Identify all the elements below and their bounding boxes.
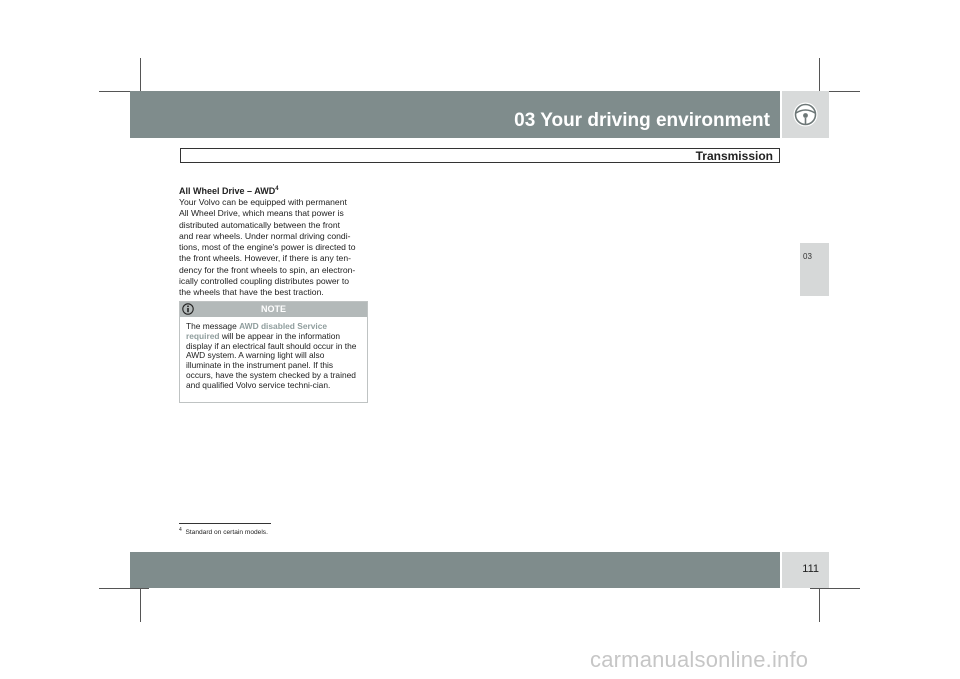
side-tab-label: 03 [803,252,812,261]
page-number-box [782,552,829,588]
display-message: AWD disabled Service required [186,321,328,341]
body-paragraph: Your Volvo can be equipped with permanent All Wheel Drive, which means that power is distributed automatically between the front and rear wheels. Under normal driving condi- tions, most of the engine's power is directed to the front wheels. However, if there is any ten- dency for the front wheels to spin, an electron- ically controlled coupling distributes power to the wheels that have the best traction. [179,197,356,298]
note-label: NOTE [260,304,286,314]
steering-wheel-icon [782,91,829,138]
watermark: carmanualsonline.info [590,647,809,672]
section-bar [180,148,780,163]
section-heading: All Wheel Drive – AWD$^4$ [179,186,279,196]
footnote-rule [179,523,271,524]
section-title: Transmission [695,149,773,163]
note-box [179,301,368,403]
footnote [179,527,268,536]
chapter-icon-box [782,91,829,138]
note-text: The message AWD disabled Service required will be appear in the information display if an electrical fault should occur in the AWD system. A warning light will also illuminate in the instrument panel. If this occurs, have the system checked by a trained and qualified Volvo service techni-cian. [186,321,357,390]
main-content [179,184,371,299]
footnote-number: 4 [179,527,182,533]
crop-mark [99,588,149,589]
chapter-side-tab[interactable] [800,243,829,296]
page-footer [130,552,780,588]
note-header [180,302,367,317]
crop-mark [810,588,860,589]
footnote-text: Standard on certain models. [185,529,268,537]
footnote-ref: 4 [275,186,279,192]
chapter-header [130,91,780,138]
page-number: 111 [802,563,819,575]
chapter-title: 03 Your driving environment [514,110,770,131]
